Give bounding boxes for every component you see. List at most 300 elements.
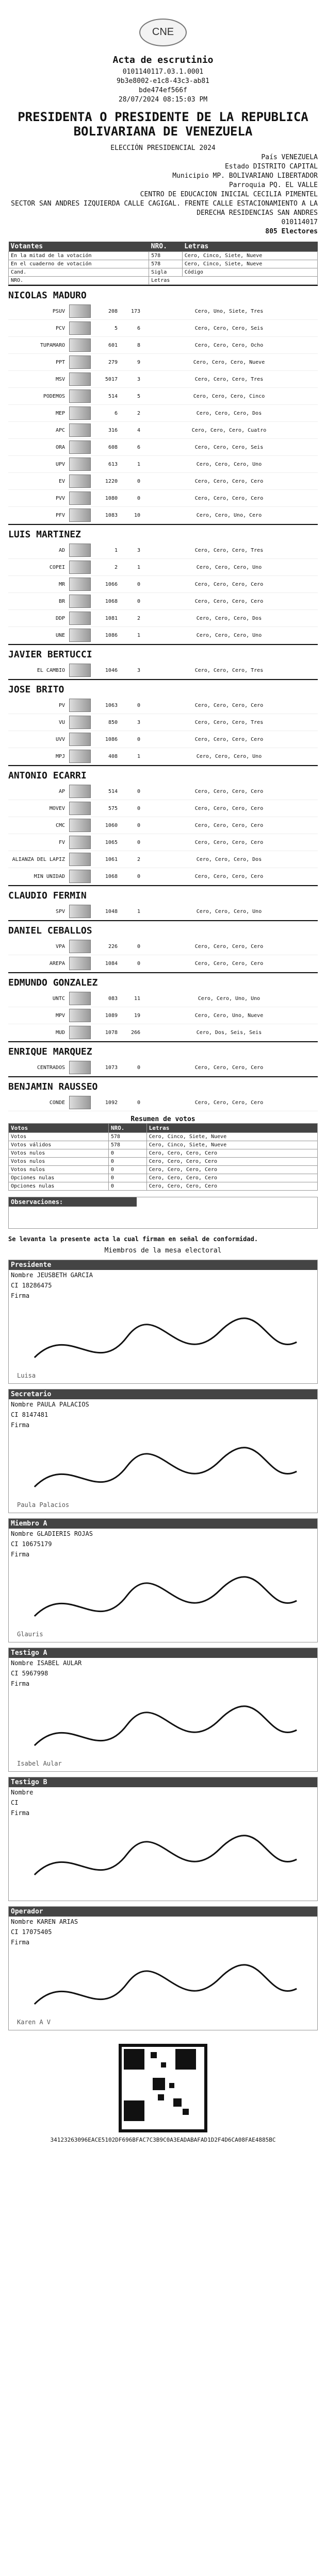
party-logo-icon — [69, 785, 91, 798]
municipio: Municipio MP. BOLIVARIANO LIBERTADOR — [172, 172, 318, 180]
party-votes-letras: Cero, Cero, Uno, Uno — [198, 995, 260, 1002]
candidate-row — [8, 473, 318, 490]
party-org: MEP — [55, 410, 65, 416]
signature-block — [8, 1260, 318, 1384]
estado: Estado DISTRITO CAPITAL — [224, 163, 318, 171]
party-org: UVV — [55, 736, 65, 742]
party-votes-letras: Cero, Cero, Cero, Cero — [194, 478, 264, 484]
candidate-row — [8, 610, 318, 627]
party-code: 1061 — [105, 856, 118, 862]
resumen-nro: 0 — [108, 1149, 146, 1158]
party-logo-icon — [69, 423, 91, 437]
candidate-row — [8, 507, 318, 524]
party-logo-icon — [69, 440, 91, 454]
signature-text: Luisa — [17, 1372, 36, 1379]
mesa: 010114017 — [281, 218, 318, 226]
party-votes-letras: Cero, Cero, Cero, Uno — [196, 908, 262, 914]
candidate-name: JAVIER BERTUCCI — [8, 644, 318, 662]
candidate-row — [8, 439, 318, 456]
resumen-row — [9, 1149, 318, 1158]
party-logo-icon — [69, 457, 91, 471]
party-votes-letras: Cero, Cero, Cero, Cero — [194, 873, 264, 879]
party-votes-letras: Cero, Cero, Cero, Tres — [194, 719, 264, 725]
candidate-row — [8, 800, 318, 817]
party-code: 1089 — [105, 1012, 118, 1019]
observaciones — [8, 1197, 318, 1229]
party-votes: 2 — [137, 856, 140, 862]
resumen-letras: Cero, Cinco, Siete, Nueve — [146, 1141, 317, 1149]
resumen-row — [9, 1174, 318, 1182]
resumen-h1: Votos — [9, 1124, 109, 1133]
signature-image — [9, 1689, 317, 1771]
resumen-label: Votos — [9, 1133, 109, 1141]
party-logo-icon — [69, 1026, 91, 1039]
votantes-letras: Cero, Cinco, Siete, Nueve — [182, 252, 317, 260]
signature-image — [9, 1430, 317, 1513]
party-votes: 0 — [137, 1064, 140, 1071]
party-org: PFV — [55, 512, 65, 518]
signature-nombre: Nombre — [11, 1789, 34, 1796]
candidate-block — [8, 885, 318, 920]
resumen-letras: Cero, Cero, Cero, Cero — [146, 1149, 317, 1158]
candidate-row — [8, 1094, 318, 1111]
direccion: SECTOR SAN ANDRES IZQUIERDA CALLE CAGIGAL. FRENTE CALLE ESTACIONAMIENTO A LA DERECHA RESIDENCIAS SAN ANDRES — [11, 200, 318, 217]
resumen-label: Votos válidos — [9, 1141, 109, 1149]
votantes-col3: Letras — [182, 242, 317, 252]
party-code: 1068 — [105, 873, 118, 879]
party-logo-icon — [69, 544, 91, 557]
party-votes: 0 — [137, 943, 140, 950]
party-votes-letras: Cero, Cero, Cero, Cero — [194, 943, 264, 950]
party-votes: 1 — [137, 908, 140, 914]
party-org: PODEMOS — [43, 393, 65, 399]
party-votes-letras: Cero, Cero, Cero, Cero — [194, 839, 264, 845]
candidates-list — [8, 285, 318, 1111]
resumen-label: Opciones nulas — [9, 1182, 109, 1191]
party-votes: 0 — [137, 960, 140, 967]
party-votes: 3 — [137, 547, 140, 553]
party-votes: 3 — [137, 667, 140, 673]
candidate-block — [8, 765, 318, 885]
party-logo-icon — [69, 819, 91, 832]
party-code: 5 — [114, 325, 118, 331]
signature-role: Operador — [9, 1907, 317, 1917]
party-logo-icon — [69, 578, 91, 591]
signature-text: Paula Palacios — [17, 1501, 70, 1509]
party-org: DDP — [55, 615, 65, 621]
electores: 805 Electores — [265, 228, 318, 235]
resumen-title: Resumen de votos — [131, 1115, 195, 1123]
party-logo-icon — [69, 1061, 91, 1074]
resumen-row — [9, 1133, 318, 1141]
party-code: 608 — [108, 444, 118, 450]
party-code: 601 — [108, 342, 118, 348]
signature-ci: CI 8147481 — [11, 1411, 48, 1418]
signature-text: Karen A V — [17, 2019, 51, 2026]
signature-nombre: Nombre PAULA PALACIOS — [11, 1401, 89, 1408]
signature-image — [9, 1301, 317, 1383]
candidate-row — [8, 388, 318, 405]
party-votes-letras: Cero, Cero, Cero, Uno — [196, 564, 262, 570]
party-code: 1083 — [105, 512, 118, 518]
candidate-name: ENRIQUE MARQUEZ — [8, 1041, 318, 1059]
party-votes: 5 — [137, 393, 140, 399]
party-code: 1063 — [105, 702, 118, 708]
candidate-row — [8, 490, 318, 507]
datetime: 28/07/2024 08:15:03 PM — [118, 96, 208, 104]
party-votes: 1 — [137, 564, 140, 570]
candidate-name: CLAUDIO FERMIN — [8, 885, 318, 903]
party-code: 226 — [108, 943, 118, 950]
resumen-nro: 0 — [108, 1158, 146, 1166]
party-logo-icon — [69, 304, 91, 318]
party-votes-letras: Cero, Cero, Cero, Nueve — [193, 359, 265, 365]
party-logo-icon — [69, 355, 91, 369]
candidate-row — [8, 903, 318, 920]
candidate-name: JOSE BRITO — [8, 679, 318, 697]
resumen-header-row — [9, 1124, 318, 1133]
resumen-nro: 0 — [108, 1174, 146, 1182]
signature-nombre: Nombre ISABEL AULAR — [11, 1659, 82, 1667]
candidate-block — [8, 644, 318, 679]
party-code: 1086 — [105, 632, 118, 638]
candidate-row — [8, 303, 318, 320]
party-org: PV — [58, 702, 65, 708]
party-votes-letras: Cero, Cero, Cero, Cero — [194, 598, 264, 604]
party-votes-letras: Cero, Cero, Cero, Cero — [194, 1099, 264, 1106]
party-votes: 10 — [134, 512, 140, 518]
party-votes: 0 — [137, 805, 140, 811]
party-logo-icon — [69, 629, 91, 642]
party-logo-icon — [69, 321, 91, 335]
candidate-row — [8, 955, 318, 972]
party-code: 1220 — [105, 478, 118, 484]
candidate-name: NICOLAS MADURO — [8, 285, 318, 303]
party-org: PCV — [55, 325, 65, 331]
signature-firma-label: Firma — [11, 1680, 30, 1687]
candidate-row — [8, 990, 318, 1007]
candidate-row — [8, 834, 318, 851]
party-logo-icon — [69, 1009, 91, 1022]
party-code: 408 — [108, 753, 118, 759]
party-logo-icon — [69, 750, 91, 763]
candidate-name: ANTONIO ECARRI — [8, 765, 318, 783]
office-title: PRESIDENTA O PRESIDENTE DE LA REPUBLICA BOLIVARIANA DE VENEZUELA — [18, 110, 308, 139]
party-code: 514 — [108, 393, 118, 399]
party-org: MPV — [55, 1012, 65, 1019]
party-org: ALIANZA DEL LAPIZ — [12, 856, 65, 862]
party-code: 1060 — [105, 822, 118, 828]
party-code: 1046 — [105, 667, 118, 673]
candidate-row — [8, 1007, 318, 1024]
party-org: FV — [58, 839, 65, 845]
resumen-nro: 578 — [108, 1133, 146, 1141]
candidate-block — [8, 524, 318, 644]
party-votes-letras: Cero, Cero, Cero, Dos — [196, 615, 262, 621]
party-votes-letras: Cero, Uno, Siete, Tres — [194, 308, 264, 314]
party-logo-icon — [69, 1096, 91, 1109]
svg-text:CNE: CNE — [152, 26, 174, 38]
party-org: MR — [58, 581, 65, 587]
party-logo-icon — [69, 338, 91, 352]
candidate-row — [8, 422, 318, 439]
party-votes: 1 — [137, 461, 140, 467]
party-org: CONDE — [49, 1099, 65, 1106]
centro: CENTRO DE EDUCACION INICIAL CECILIA PIMENTEL — [140, 191, 318, 198]
party-votes-letras: Cero, Cero, Cero, Ocho — [194, 342, 264, 348]
party-code: 316 — [108, 427, 118, 433]
party-votes: 1 — [137, 632, 140, 638]
votantes-nro: 578 — [149, 252, 183, 260]
signature-ci: CI 18286475 — [11, 1282, 52, 1289]
parroquia: Parroquia PQ. EL VALLE — [229, 181, 318, 189]
party-logo-icon — [69, 595, 91, 608]
party-org: VU — [58, 719, 65, 725]
party-logo-icon — [69, 509, 91, 522]
party-logo-icon — [69, 389, 91, 403]
party-votes: 2 — [137, 615, 140, 621]
candidate-block — [8, 920, 318, 972]
conformidad: Se levanta la presente acta la cual firman en señal de conformidad. — [8, 1235, 258, 1243]
candidate-row — [8, 559, 318, 576]
candidate-row — [8, 542, 318, 559]
party-votes: 0 — [137, 873, 140, 879]
candidate-row — [8, 938, 318, 955]
party-org: EV — [58, 478, 65, 484]
party-code: 1084 — [105, 960, 118, 967]
party-votes: 6 — [137, 444, 140, 450]
party-code: 575 — [108, 805, 118, 811]
party-org: UNTC — [52, 995, 65, 1002]
letras-header: Letras — [149, 277, 318, 285]
candidate-row — [8, 731, 318, 748]
party-votes: 0 — [137, 581, 140, 587]
party-votes: 19 — [134, 1012, 140, 1019]
party-code: 1048 — [105, 908, 118, 914]
votantes-col2: NRO. — [149, 242, 183, 252]
signature-block — [8, 1648, 318, 1772]
party-votes: 266 — [131, 1029, 140, 1036]
resumen-row — [9, 1158, 318, 1166]
party-votes: 0 — [137, 702, 140, 708]
party-org: EL CAMBIO — [37, 667, 65, 673]
party-votes: 1 — [137, 753, 140, 759]
party-votes-letras: Cero, Cero, Uno, Nueve — [194, 1012, 264, 1019]
candidatos-header-row — [9, 268, 318, 277]
party-logo-icon — [69, 561, 91, 574]
signature-image — [9, 1818, 317, 1901]
party-votes-letras: Cero, Dos, Seis, Seis — [196, 1029, 262, 1036]
party-votes-letras: Cero, Cero, Cero, Seis — [194, 325, 264, 331]
candidate-row — [8, 627, 318, 644]
party-code: 1066 — [105, 581, 118, 587]
signature-role: Presidente — [9, 1260, 317, 1270]
footer-hash: 34123263096EACE5102DF696BFAC7C3B9C0A3EADABAFAD1D2F4D6CA08FAE4885BC — [50, 2137, 276, 2143]
party-org: PPT — [55, 359, 65, 365]
party-org: TUPAMARO — [40, 342, 65, 348]
candidate-block — [8, 972, 318, 1041]
party-code: 208 — [108, 308, 118, 314]
party-votes-letras: Cero, Cero, Cero, Cero — [194, 960, 264, 967]
party-org: AD — [58, 547, 65, 553]
party-code: 5017 — [105, 376, 118, 382]
party-org: VPA — [55, 943, 65, 950]
resumen-nro: 0 — [108, 1166, 146, 1174]
signature-image — [9, 1560, 317, 1642]
candidate-row — [8, 697, 318, 714]
party-votes-letras: Cero, Cero, Cero, Dos — [196, 410, 262, 416]
party-votes-letras: Cero, Cero, Cero, Tres — [194, 376, 264, 382]
party-votes: 0 — [137, 1099, 140, 1106]
candidate-row — [8, 593, 318, 610]
party-votes-letras: Cero, Cero, Cero, Cero — [194, 1064, 264, 1071]
party-org: AP — [58, 788, 65, 794]
party-code: 514 — [108, 788, 118, 794]
party-logo-icon — [69, 870, 91, 883]
party-logo-icon — [69, 940, 91, 953]
party-votes-letras: Cero, Cero, Cero, Seis — [194, 444, 264, 450]
signature-firma-label: Firma — [11, 1809, 30, 1817]
observaciones-label: Observaciones: — [9, 1197, 137, 1207]
votantes-table — [8, 242, 318, 285]
signature-role: Secretario — [9, 1389, 317, 1399]
party-votes: 11 — [134, 995, 140, 1002]
candidate-row — [8, 354, 318, 371]
party-org: UNE — [55, 632, 65, 638]
candidate-block — [8, 1076, 318, 1111]
sigla-header: Sigla — [149, 268, 183, 277]
resumen-label: Opciones nulas — [9, 1174, 109, 1182]
party-logo-icon — [69, 905, 91, 918]
party-votes: 8 — [137, 342, 140, 348]
party-logo-icon — [69, 372, 91, 386]
candidate-block — [8, 1041, 318, 1076]
resumen-label: Votos nulos — [9, 1158, 109, 1166]
party-votes-letras: Cero, Cero, Cero, Cero — [194, 495, 264, 501]
party-code: 1092 — [105, 1099, 118, 1106]
miembros-title: Miembros de la mesa electoral — [104, 1247, 222, 1255]
candidate-name: EDMUNDO GONZALEZ — [8, 972, 318, 990]
resumen-h3: Letras — [146, 1124, 317, 1133]
cand-header: Cand. — [9, 268, 149, 277]
party-votes: 0 — [137, 736, 140, 742]
signature-nombre: Nombre KAREN ARIAS — [11, 1918, 78, 1925]
party-code: 1 — [114, 547, 118, 553]
party-org: CMC — [55, 822, 65, 828]
votantes-label: En la mitad de la votación — [9, 252, 149, 260]
signature-nombre: Nombre JEUSBETH GARCIA — [11, 1272, 93, 1279]
party-votes-letras: Cero, Cero, Cero, Cero — [194, 736, 264, 742]
signature-role: Miembro A — [9, 1519, 317, 1529]
party-votes-letras: Cero, Cero, Cero, Cero — [194, 788, 264, 794]
signature-ci: CI 5967998 — [11, 1670, 48, 1677]
resumen-table — [8, 1123, 318, 1191]
party-logo-icon — [69, 733, 91, 746]
party-org: PSUV — [52, 308, 65, 314]
cne-logo-icon — [132, 14, 194, 50]
party-votes: 0 — [137, 478, 140, 484]
party-logo-icon — [69, 406, 91, 420]
serial: 0101140117.03.1.0001 — [122, 68, 204, 76]
party-code: 6 — [114, 410, 118, 416]
hash-line-2: bde474ef566f — [139, 87, 187, 94]
candidate-row — [8, 662, 318, 679]
party-votes-letras: Cero, Cero, Cero, Uno — [196, 461, 262, 467]
signature-ci: CI 10675179 — [11, 1540, 52, 1548]
candidate-row — [8, 817, 318, 834]
party-logo-icon — [69, 957, 91, 970]
party-org: MIN UNIDAD — [34, 873, 65, 879]
party-votes-letras: Cero, Cero, Cero, Uno — [196, 632, 262, 638]
party-votes: 3 — [137, 719, 140, 725]
party-code: 1065 — [105, 839, 118, 845]
resumen-letras: Cero, Cero, Cero, Cero — [146, 1166, 317, 1174]
resumen-nro: 0 — [108, 1182, 146, 1191]
party-votes-letras: Cero, Cero, Cero, Uno — [196, 753, 262, 759]
candidate-name: BENJAMIN RAUSSEO — [8, 1076, 318, 1094]
candidate-row — [8, 371, 318, 388]
acta-receipt — [8, 0, 318, 2143]
signature-block — [8, 1389, 318, 1513]
party-votes: 0 — [137, 598, 140, 604]
party-code: 1081 — [105, 615, 118, 621]
resumen-letras: Cero, Cero, Cero, Cero — [146, 1174, 317, 1182]
votantes-nro: 578 — [149, 260, 183, 268]
party-votes-letras: Cero, Cero, Cero, Cero — [194, 805, 264, 811]
candidate-block — [8, 679, 318, 765]
party-votes: 9 — [137, 359, 140, 365]
resumen-row — [9, 1141, 318, 1149]
candidate-row — [8, 783, 318, 800]
party-org: SPV — [55, 908, 65, 914]
codigo-header: Código — [182, 268, 317, 277]
party-votes: 0 — [137, 822, 140, 828]
signature-image — [9, 1947, 317, 2030]
party-org: CENTRADOS — [37, 1064, 65, 1071]
party-code: 1086 — [105, 736, 118, 742]
candidate-row — [8, 1024, 318, 1041]
candidate-row — [8, 748, 318, 765]
party-votes: 0 — [137, 788, 140, 794]
party-logo-icon — [69, 664, 91, 677]
signature-block — [8, 1777, 318, 1901]
party-votes-letras: Cero, Cero, Cero, Cinco — [193, 393, 265, 399]
party-org: COPEI — [49, 564, 65, 570]
party-org: MSV — [55, 376, 65, 382]
party-votes-letras: Cero, Cero, Cero, Tres — [194, 547, 264, 553]
signature-nombre: Nombre GLADIERIS ROJAS — [11, 1530, 93, 1537]
votantes-label: En el cuaderno de votación — [9, 260, 149, 268]
pais: País VENEZUELA — [261, 154, 318, 161]
signature-block — [8, 1906, 318, 2030]
party-logo-icon — [69, 474, 91, 488]
party-logo-icon — [69, 612, 91, 625]
hash-line-1: 9b3e8002-e1c8-43c3-ab81 — [116, 77, 209, 85]
candidate-name: DANIEL CEBALLOS — [8, 920, 318, 938]
party-votes: 173 — [131, 308, 140, 314]
party-votes: 2 — [137, 410, 140, 416]
signature-text: Glauris — [17, 1631, 43, 1638]
party-org: AREPA — [49, 960, 65, 967]
candidate-name: LUIS MARTINEZ — [8, 524, 318, 542]
party-code: 2 — [114, 564, 118, 570]
votantes-row — [9, 260, 318, 268]
party-votes: 3 — [137, 376, 140, 382]
party-votes: 0 — [137, 839, 140, 845]
party-votes: 4 — [137, 427, 140, 433]
votantes-letras: Cero, Cinco, Siete, Nueve — [182, 260, 317, 268]
signature-firma-label: Firma — [11, 1421, 30, 1429]
